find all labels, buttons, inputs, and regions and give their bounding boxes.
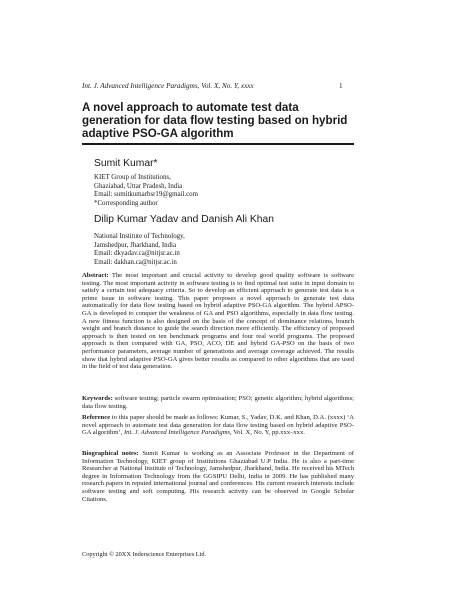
keywords-text: software testing; particle swarm optimisation; PSO; genetic algorithm; hybrid algorithms; data flow testing. bbox=[82, 395, 354, 410]
affiliation-line: *Corresponding author bbox=[94, 199, 158, 207]
paper-title: A novel approach to automate test data generation for data flow testing based on hybrid adaptive PSO-GA algorithm bbox=[82, 101, 348, 140]
affiliation-line: Ghaziabad, Uttar Pradesh, India bbox=[94, 182, 183, 190]
abstract bbox=[82, 272, 354, 371]
page-number: 1 bbox=[339, 82, 343, 90]
affiliation-line: Email: dkyadav.ca@nitjsr.ac.in bbox=[94, 250, 180, 258]
reference-text: to this paper should be made as follows: Kumar, S., Yadav, D.K. and Khan, D.A. (xxxx) ‘A novel approach to automate test data generation for data flow testing based on hybrid adaptive PSO-GA algorithm’, bbox=[82, 414, 354, 437]
affiliation-line: Email: dakhan.ca@nitjsr.ac.in bbox=[94, 258, 177, 266]
running-head: Int. J. Advanced Intelligence Paradigms, Vol. X, No. Y, xxxx bbox=[82, 82, 254, 90]
author-name-2: Dilip Kumar Yadav and Danish Ali Khan bbox=[94, 214, 274, 225]
reference-tail: , Vol. X, No. Y, pp.xxx–xxx. bbox=[230, 429, 305, 437]
abstract-label: Abstract: bbox=[82, 272, 109, 279]
title-rule bbox=[82, 143, 354, 145]
reference-journal: Int. J. Advanced Intelligence Paradigms bbox=[123, 429, 231, 437]
reference-label: Reference bbox=[82, 414, 111, 421]
author-affiliation-2 bbox=[94, 233, 185, 267]
affiliation-line: National Institute of Technology, bbox=[94, 233, 185, 240]
bio-label: Biographical notes: bbox=[82, 450, 139, 457]
reference-note bbox=[82, 414, 354, 437]
bio-text: Sumit Kumar is working as an Associate Professor in the Department of Information Technology, KIET group of Institutions Ghaziabad U.P India. He is also a part-time Researcher at National Institute of Technology, Jamshedpur, Jharkhand, India. He received his MTech degree in Information Technology from the GGSIPU Delhi, India in 2009. He has published many research papers in reputed international journal and conferences. His current research interests include software testing and soft computing. His research activity can be observed in Google Scholar Citations. bbox=[82, 450, 355, 503]
author-affiliation-1 bbox=[94, 174, 198, 208]
copyright-footer: Copyright © 20XX Inderscience Enterprises Ltd. bbox=[82, 551, 207, 558]
affiliation-line: KIET Group of Institutions, bbox=[94, 174, 171, 181]
keywords bbox=[82, 395, 354, 410]
affiliation-line: Email: sumitkumarbsr19@gmail.com bbox=[94, 191, 198, 199]
author-name-1: Sumit Kumar* bbox=[94, 158, 158, 169]
affiliation-line: Jamshedpur, Jharkhand, India bbox=[94, 241, 177, 249]
abstract-text: The most important and crucial activity to develop good quality software is software testing. The most important activity in software testing is to find optimal test suite in input domain to satisfy a certain test adequacy criteria. So to develop an efficient approach to generate test data is a prime issue in software testing. This paper proposes a novel approach to generate test data automatically for data flow testing based on hybrid adaptive PSO-GA algorithm. The hybrid APSO-GA is developed to conquer the weakness of GA and PSO algorithms, especially in data flow testing. A new fitness function is also designed on the basis of the concept of dominance relations, branch weight and branch distance to guide the search direction more efficiently. The efficiency of proposed approach is then tested on ten benchmark programs and four real world programs. The proposed approach is then compared with GA, PSO, ACO, DE and hybrid GA-PSO on the basis of two performance parameters, average number of generations and average coverage achieved. The results show that hybrid adaptive PSO-GA gives better results as compared to other algorithms that are used in the field of test data generation. bbox=[82, 272, 354, 371]
biographical-notes bbox=[82, 450, 354, 503]
keywords-label: Keywords: bbox=[82, 395, 113, 402]
